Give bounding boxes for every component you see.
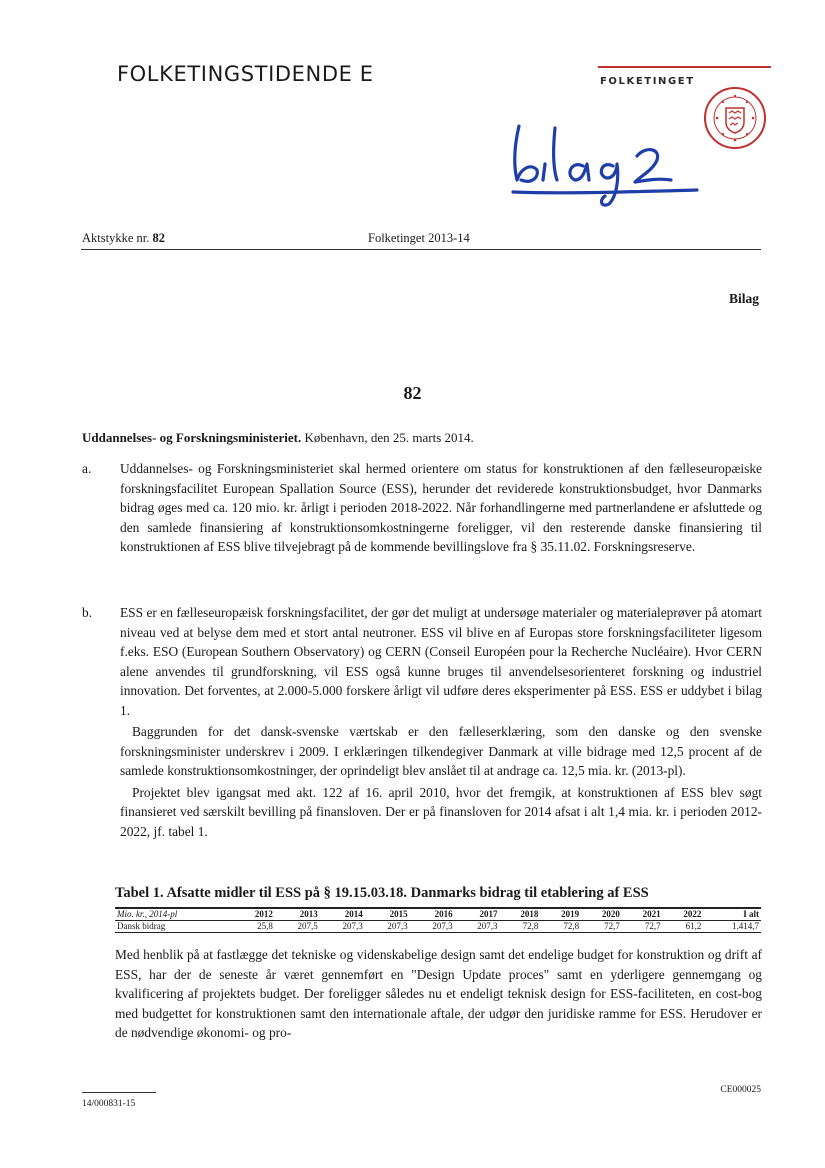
table-column-header: 2021: [622, 908, 663, 921]
aktstykke-number: 82: [152, 231, 165, 245]
table-column-header: 2016: [410, 908, 455, 921]
table-cell: 207,3: [320, 921, 365, 933]
table-cell: 61,2: [663, 921, 704, 933]
document-number: 82: [403, 383, 422, 403]
handwritten-bilag-2-annotation: [505, 118, 700, 213]
table-cell: 207,3: [410, 921, 455, 933]
footer-divider: [82, 1092, 156, 1093]
table-cell: 207,5: [275, 921, 320, 933]
budget-table: [115, 907, 761, 933]
section-b-paragraph-2: Baggrunden for det dansk-svenske værtskab er den fælleserklæring, som den danske og den svenske forskningsminister underskrev i 2009. I erklæringen tilkendegiver Danmark at ville bidrage med 12,5 procent af de samlede konstruktionsomkostninger, der oprindeligt blev anslået til at andrage ca. 12,5 mia. kr. (2013-pl).: [120, 724, 762, 778]
folketinget-seal-icon: [703, 86, 767, 150]
table-cell: 72,8: [540, 921, 581, 933]
publication-title: FOLKETINGSTIDENDE E: [117, 62, 374, 86]
journal-number: 14/000831-15: [82, 1099, 136, 1109]
section-a-text: Uddannelses- og Forskningsministeriet skal hermed orientere om status for konstruktionen af den fælleseuropæiske forskningsfacilitet European Spallation Source (ESS), herunder det reviderede konstruktionsbudget, hvor Danmarks bidrag øges med ca. 120 mio. kr. årligt i perioden 2018-2022. Når forhandlingerne med partnerlandene er afsluttede og den samlede finansiering af konstruktionsomkostningerne foreligger, vil den resterende danske finansiering til konstruktionen af ESS blive tilvejebragt på de kommende bevillingslove fra § 35.11.02. Forskningsreserve.: [120, 461, 762, 554]
session-label: Folketinget 2013-14: [368, 231, 470, 245]
table-cell: 207,3: [455, 921, 500, 933]
table-cell: 72,7: [581, 921, 622, 933]
ministry-line: [82, 430, 474, 446]
table-cell: 72,7: [622, 921, 663, 933]
table-header-row: [115, 908, 761, 921]
table-cell: 72,8: [500, 921, 541, 933]
closing-paragraph: Med henblik på at fastlægge det tekniske og videnskabelige design samt det endelige budget for konstruktion og drift af ESS, har der de seneste år været gennemført en "Design Update proces" samt en yderligere gennemgang og kvalificering af projektets budget. Der foreligger således nu et endeligt teknisk design for ESS-faciliteten, en cost-bog med budgettet for konstruktionen samt den internationale aftale, der udgør den juridiske ramme for ESS. Herudover er de nødvendige økonomi- og pro-: [115, 947, 762, 1040]
aktstykke-reference: [82, 231, 165, 246]
table-column-header: 2014: [320, 908, 365, 921]
section-b: [82, 603, 762, 843]
table-title: Tabel 1. Afsatte midler til ESS på § 19.15.03.18. Danmarks bidrag til etablering af ESS: [115, 885, 649, 901]
section-a-label: a.: [82, 461, 92, 476]
header-divider: [81, 249, 761, 250]
table-cell: 1.414,7: [703, 921, 761, 933]
place-date: København, den 25. marts 2014.: [304, 430, 474, 445]
document-code: CE000025: [720, 1085, 761, 1095]
table-cell: 25,8: [234, 921, 275, 933]
table-row-label: Dansk bidrag: [115, 921, 234, 933]
table-column-header: 2015: [365, 908, 410, 921]
table-column-header: 2018: [500, 908, 541, 921]
section-b-label: b.: [82, 605, 93, 620]
section-a: [82, 459, 762, 559]
table-unit-label: Mio. kr., 2014-pl: [115, 908, 234, 921]
table-column-header: 2022: [663, 908, 704, 921]
table-column-header: 2019: [540, 908, 581, 921]
table-column-header: 2020: [581, 908, 622, 921]
section-b-paragraph-1: ESS er en fælleseuropæisk forskningsfacilitet, der gør det muligt at undersøge materialer og materialeprøver på atomart niveau ved at belyse dem med et stort antal neutroner. ESS vil blive en af Europas store forskningsfaciliteter ligesom f.eks. ESO (European Southern Observatory) og CERN (Conseil Européen pour la Recherche Nucléaire). Hvor CERN alene anvendes til grundforskning, vil ESS også kunne bruges til anvendelsesorienteret forskning og industriel innovation. Det forventes, at 2.000-5.000 forskere årligt vil udføre deres eksperimenter på ESS. ESS er uddybet i bilag 1.: [120, 605, 762, 718]
table-row: [115, 921, 761, 933]
ministry-name: Uddannelses- og Forskningsministeriet.: [82, 430, 302, 445]
table-column-header: 2012: [234, 908, 275, 921]
table-cell: 207,3: [365, 921, 410, 933]
brand-name: FOLKETINGET: [600, 76, 695, 87]
table-column-header: 2013: [275, 908, 320, 921]
brand-divider: [598, 66, 771, 68]
section-b-paragraph-3: Projektet blev igangsat med akt. 122 af 16. april 2010, hvor det fremgik, at konstruktionen af ESS blev søgt finansieret ved særskilt bevilling på finansloven. Der er på finansloven for 2014 afsat i alt 1,4 mia. kr. i perioden 2012-2022, jf. tabel 1.: [120, 784, 762, 839]
aktstykke-label: Aktstykke nr.: [82, 231, 150, 245]
attachment-label: Bilag: [728, 291, 759, 306]
table-column-header: 2017: [455, 908, 500, 921]
table-column-header: I alt: [703, 908, 761, 921]
